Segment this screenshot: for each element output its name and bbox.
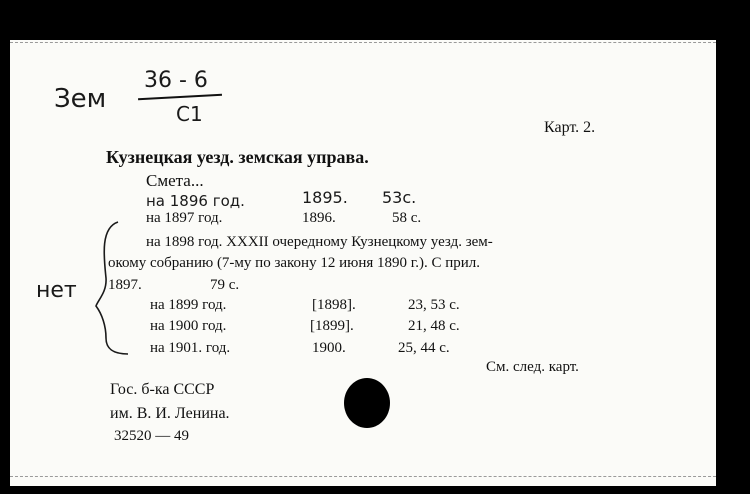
- card-subtitle: Смета...: [146, 171, 204, 190]
- row-1898-line1: на 1898 год. XXXII очередному Кузнецкому уезд. зем-: [146, 234, 493, 250]
- punch-hole: [344, 378, 390, 428]
- handwritten-brace-icon: [94, 218, 134, 358]
- library-line3: 32520 — 49: [114, 428, 189, 444]
- card-top-edge: [10, 42, 716, 43]
- handwritten-value-1896: 1895.: [302, 188, 348, 207]
- handwritten-shelfmark-bottom: C1: [176, 102, 203, 126]
- see-next-card: См. след. карт.: [486, 359, 579, 375]
- handwritten-fund: Зем: [54, 84, 107, 114]
- handwritten-pages-1896: 53с.: [382, 188, 417, 207]
- shelfmark-fraction-line: [138, 94, 222, 100]
- card-heading: Кузнецкая уезд. земская управа.: [106, 147, 369, 167]
- row-1900-pages: 21, 48 с.: [408, 318, 460, 334]
- library-line1: Гос. б-ка СССР: [110, 381, 215, 398]
- row-1901-year: на 1901. год.: [150, 340, 231, 356]
- row-1900-year: на 1900 год.: [150, 318, 227, 334]
- handwritten-year-1896: на 1896 год.: [146, 192, 245, 210]
- card-number: Карт. 2.: [544, 119, 596, 136]
- row-1897-pages: 58 с.: [392, 210, 422, 226]
- row-1897-year: на 1897 год.: [146, 210, 223, 226]
- row-1898-line3-year: 1897.: [108, 277, 142, 293]
- handwritten-net: нет: [36, 278, 77, 303]
- row-1901-pages: 25, 44 с.: [398, 340, 450, 356]
- row-1900-value: [1899].: [310, 318, 354, 334]
- card-bottom-edge: [10, 476, 716, 477]
- row-1897-value: 1896.: [302, 210, 336, 226]
- row-1901-value: 1900.: [312, 340, 346, 356]
- library-line2: им. В. И. Ленина.: [110, 405, 230, 422]
- row-1898-line3-pages: 79 с.: [210, 277, 240, 293]
- row-1898-line2: окому собранию (7-му по закону 12 июня 1890 г.). С прил.: [108, 255, 480, 271]
- catalog-card: [10, 40, 716, 486]
- row-1899-value: [1898].: [312, 297, 356, 313]
- row-1899-year: на 1899 год.: [150, 297, 227, 313]
- row-1899-pages: 23, 53 с.: [408, 297, 460, 313]
- handwritten-shelfmark-top: 36 - 6: [144, 68, 208, 93]
